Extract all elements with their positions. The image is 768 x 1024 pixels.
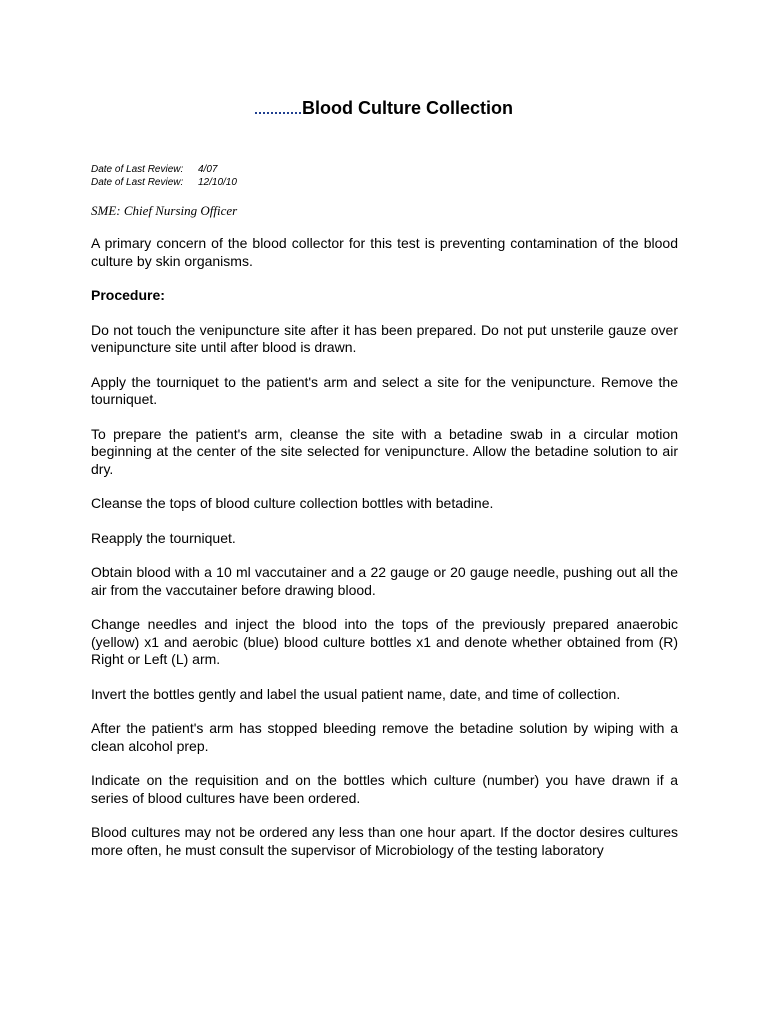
sme-line: SME: Chief Nursing Officer bbox=[91, 203, 238, 218]
page-title: Blood Culture Collection bbox=[302, 98, 513, 118]
procedure-step: Blood cultures may not be ordered any less than one hour apart. If the doctor desires cultures more often, he must consult the supervisor of Microbiology of the testing laboratory bbox=[91, 824, 678, 858]
procedure-step: Obtain blood with a 10 ml vaccutainer and a 22 gauge or 20 gauge needle, pushing out all the air from the vaccutainer before drawing blood. bbox=[91, 564, 678, 598]
review-dates bbox=[91, 163, 237, 189]
procedure-step: Do not touch the venipuncture site after it has been prepared. Do not put unsterile gauze over venipuncture site until after blood is drawn. bbox=[91, 321, 678, 355]
bookmark-marker bbox=[255, 111, 301, 114]
procedure-step: Invert the bottles gently and label the usual patient name, date, and time of collection. bbox=[91, 685, 621, 702]
procedure-step: Indicate on the requisition and on the bottles which culture (number) you have drawn if a series of blood cultures have been ordered. bbox=[91, 772, 678, 806]
intro-paragraph: A primary concern of the blood collector for this test is preventing contamination of the blood culture by skin organisms. bbox=[91, 235, 678, 269]
procedure-step: To prepare the patient's arm, cleanse the site with a betadine swab in a circular motion beginning at the center of the site selected for venipuncture. Allow the betadine solution to air dry. bbox=[91, 425, 678, 477]
title-row bbox=[0, 98, 768, 119]
review-date-value: 4/07 bbox=[198, 164, 218, 175]
procedure-step: After the patient's arm has stopped bleeding remove the betadine solution by wiping with a clean alcohol prep. bbox=[91, 720, 678, 754]
procedure-step: Change needles and inject the blood into the tops of the previously prepared anaerobic (yellow) x1 and aerobic (blue) blood culture bottles x1 and denote whether obtained from (R) Right or Left (L) arm. bbox=[91, 616, 678, 667]
review-date-label: Date of Last Review: bbox=[91, 177, 184, 188]
review-date-value: 12/10/10 bbox=[198, 177, 237, 188]
document-body bbox=[91, 235, 678, 876]
review-date-row bbox=[91, 163, 237, 176]
procedure-heading: Procedure: bbox=[91, 287, 165, 303]
procedure-step: Apply the tourniquet to the patient's arm and select a site for the venipuncture. Remove the tourniquet. bbox=[91, 373, 678, 407]
procedure-step: Cleanse the tops of blood culture collection bottles with betadine. bbox=[91, 495, 494, 511]
procedure-step: Reapply the tourniquet. bbox=[91, 529, 236, 546]
review-date-row bbox=[91, 176, 237, 189]
review-date-label: Date of Last Review: bbox=[91, 164, 184, 175]
